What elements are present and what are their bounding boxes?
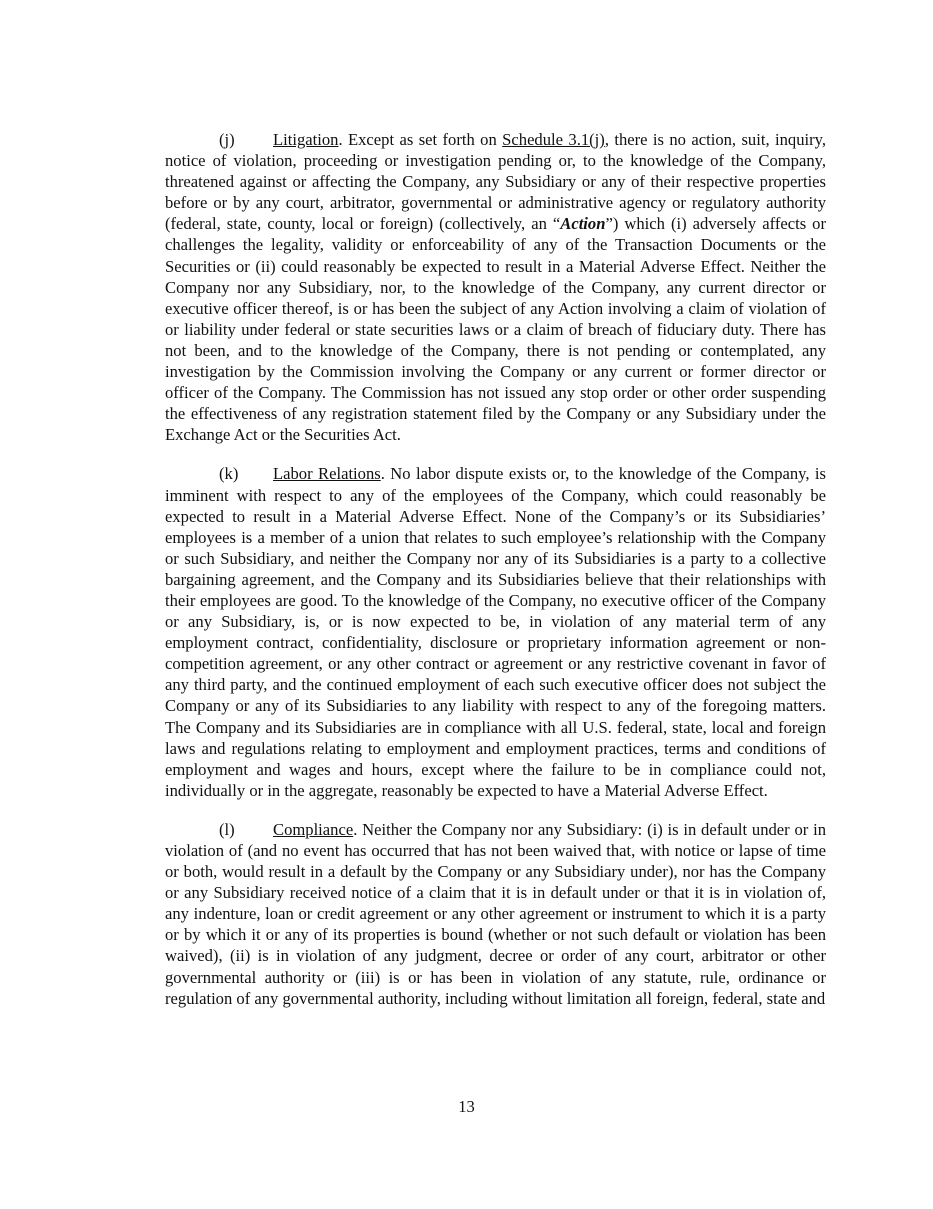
section-text: ”) which (i) adversely affects or challenges the legality, validity or enforceability of any of the Transaction Documents or the Securities or (ii) could reasonably be expected to result in a Material Adverse Effect. Neither the Company nor any Subsidiary, nor, to the knowledge of the Company, any current director or executive officer thereof, is or has been the subject of any Action involving a claim of violation of or liability under federal or state securities laws or a claim of breach of fiduciary duty. There has not been, and to the knowledge of the Company, there is not pending or contemplated, any investigation by the Commission involving the Company or any current or former director or officer of the Company. The Commission has not issued any stop order or other order suspending the effectiveness of any registration statement filed by the Company or any Subsidiary under the Exchange Act or the Securities Act.: [165, 214, 826, 445]
section-text: , there is no action, suit, inquiry, notice of violation, proceeding or investigation pending or, to the knowledge of the Company, threatened against or affecting the Company, any Subsidiary or any of their respective properties before or by any court, arbitrator, governmental or administrative agency or regulatory authority (federal, state, county, local or foreign) (collectively, an “: [165, 130, 826, 234]
section-heading: Litigation: [273, 130, 339, 149]
section-heading: Compliance: [273, 819, 354, 839]
section-l-compliance: [165, 819, 826, 1009]
section-marker: (l): [219, 819, 235, 839]
section-text: . Except as set forth on: [338, 130, 503, 149]
section-marker: (k): [219, 464, 239, 484]
defined-term: Action: [560, 214, 606, 234]
document-body: [165, 129, 826, 1027]
section-heading: Labor Relations: [273, 464, 381, 484]
page-number: 13: [458, 1097, 475, 1116]
schedule-reference: Schedule 3.1(j): [502, 130, 605, 149]
section-k-labor-relations: [165, 463, 826, 801]
section-j-litigation: [165, 129, 826, 445]
section-text: . Neither the Company nor any Subsidiary: (i) is in default under or in violation of (and no event has occurred that has not been waived that, with notice or lapse of time or both, would result in a default by the Company or any Subsidiary under), nor has the Company or any Subsidiary received notice of a claim that it is in default under or that it is in violation of, any indenture, loan or credit agreement or any other agreement or instrument to which it is a party or by which it or any of its properties is bound (whether or not such default or violation has been waived), (ii) is in violation of any judgment, decree or order of any court, arbitrator or other governmental authority or (iii) is or has been in violation of any statute, rule, ordinance or regulation of any governmental authority, including without limitation all foreign, federal, state and: [165, 819, 826, 1008]
section-text: . No labor dispute exists or, to the knowledge of the Company, is imminent with respect to any of the employees of the Company, which could reasonably be expected to result in a Material Adverse Effect. None of the Company’s or its Subsidiaries’ employees is a member of a union that relates to such employee’s relationship with the Company or such Subsidiary, and neither the Company nor any of its Subsidiaries is a party to a collective bargaining agreement, and the Company and its Subsidiaries believe that their relationships with their employees are good. To the knowledge of the Company, no executive officer of the Company or any Subsidiary, is, or is now expected to be, in violation of any material term of any employment contract, confidentiality, disclosure or proprietary information agreement or non-competition agreement, or any other contract or agreement or any restrictive covenant in favor of any third party, and the continued employment of each such executive officer does not subject the Company or any of its Subsidiaries to any liability with respect to any of the foregoing matters. The Company and its Subsidiaries are in compliance with all U.S. federal, state, local and foreign laws and regulations relating to employment and employment practices, terms and conditions of employment and wages and hours, except where the failure to be in compliance could not, individually or in the aggregate, reasonably be expected to have a Material Adverse Effect.: [165, 464, 826, 800]
section-marker: (j): [219, 130, 235, 149]
